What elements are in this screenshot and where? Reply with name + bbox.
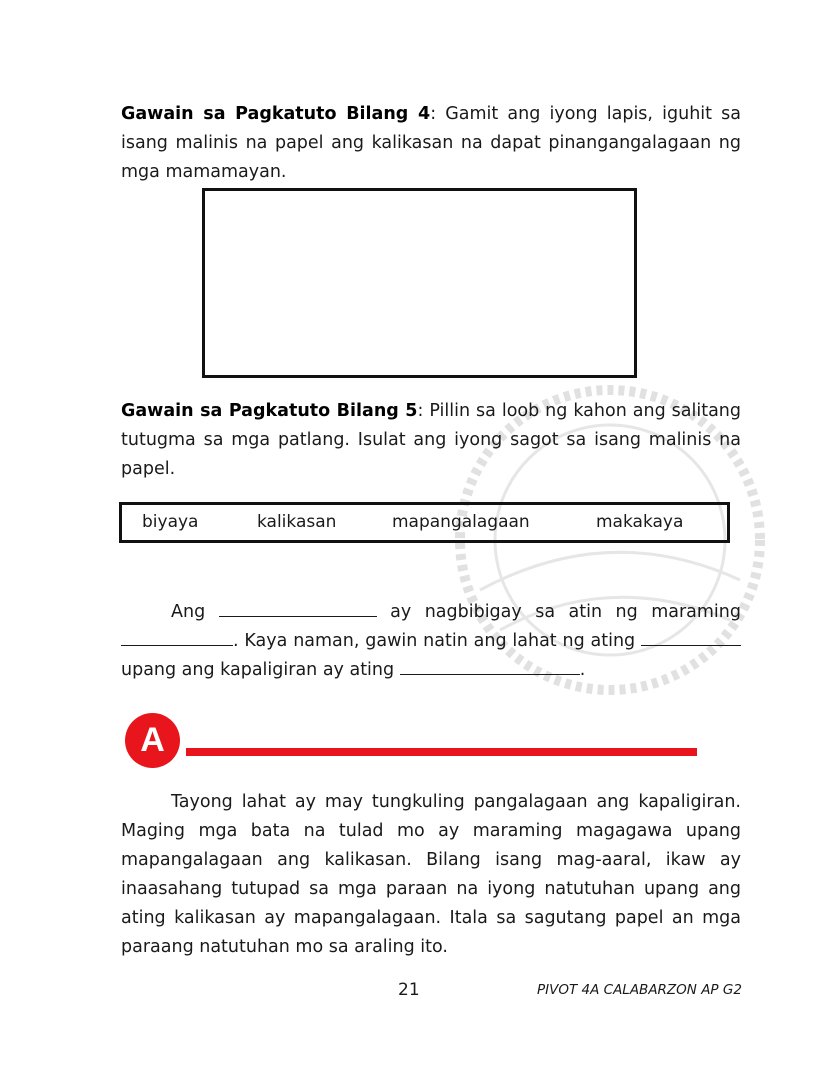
section-a-text: Tayong lahat ay may tungkuling pangalagaan ang kapaligiran. Maging mga bata na tulad mo ay maraming magagawa upang mapangalagaan ang kalikasan. Bilang isang mag-aaral, ikaw ay inaasahang tutupad sa mga paraan na iyong natutuhan upang ang ating kalikasan ay mapangalagaan. Itala sa sagutang papel an mga paraang natutuhan mo sa araling ito.: [121, 792, 741, 957]
word-bank-item: biyaya: [142, 512, 199, 532]
fill-in-text: . Kaya naman, gawin natin ang lahat ng ating: [233, 631, 636, 651]
activity-4-text: : Gamit ang iyong lapis, iguhit sa isang malinis na papel ang kalikasan na dapat pinangangalagaan ng mga mamamayan.: [121, 104, 741, 182]
activity-5-instructions: [121, 397, 741, 484]
word-bank-item: mapangalagaan: [392, 512, 530, 532]
section-badge: A: [125, 713, 180, 768]
section-a-paragraph: [121, 788, 741, 962]
watermark-seal: [440, 330, 770, 760]
drawing-box: [202, 188, 637, 378]
answer-blank: [219, 598, 377, 617]
activity-4-heading: Gawain sa Pagkatuto Bilang 4: [121, 104, 431, 124]
page-number: 21: [398, 980, 420, 1000]
answer-blank: [121, 627, 233, 646]
section-divider-line: [186, 748, 697, 756]
activity-4-instructions: [121, 100, 741, 187]
fill-in-text: .: [579, 660, 586, 680]
word-bank-item: kalikasan: [257, 512, 337, 532]
answer-blank: [400, 656, 580, 675]
fill-in-text: ay nagbibigay sa atin ng maraming: [390, 602, 741, 622]
fill-in-text: upang ang kapaligiran ay ating: [121, 660, 395, 680]
word-bank-item: makakaya: [596, 512, 684, 532]
footer-reference: PIVOT 4A CALABARZON AP G2: [537, 982, 742, 998]
word-bank-box: [119, 502, 730, 543]
activity-5-heading: Gawain sa Pagkatuto Bilang 5: [121, 401, 418, 421]
fill-in-text: Ang: [171, 602, 206, 622]
activity-5-text: : Pillin sa loob ng kahon ang salitang tutugma sa mga patlang. Isulat ang iyong sagot sa isang malinis na papel.: [121, 401, 741, 479]
fill-in-paragraph: [121, 598, 741, 685]
answer-blank: [641, 627, 741, 646]
